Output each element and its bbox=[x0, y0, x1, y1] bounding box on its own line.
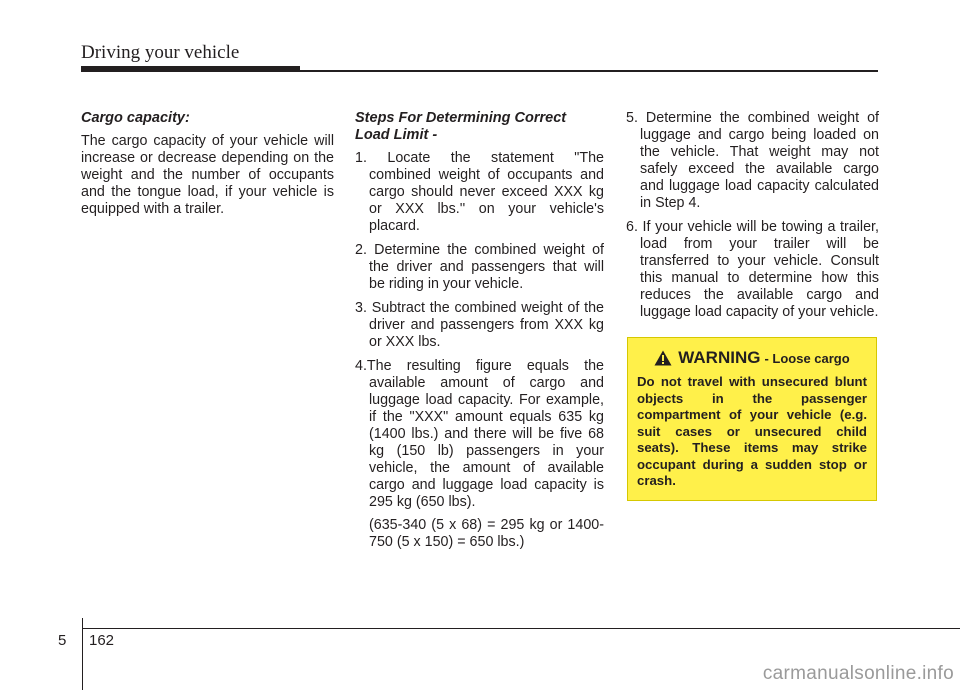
page-header-title: Driving your vehicle bbox=[81, 42, 240, 63]
cargo-paragraph: The cargo capacity of your vehicle will increase or decrease depending on the weight and the number of occupants and the tongue load, if your vehicle is equipped with a trailer. bbox=[81, 133, 334, 217]
step-item-3: 3. Subtract the combined weight of the driver and passengers from XXX kg or XXX lbs. bbox=[355, 300, 604, 350]
cargo-heading: Cargo capacity: bbox=[81, 110, 190, 126]
step-item-6: 6. If your vehicle will be towing a trailer, load from your trailer will be transferred to your vehicle. Consult this manual to determine how this reduces the available cargo and luggage load capacity of your vehicle. bbox=[626, 219, 879, 320]
chapter-number: 5 bbox=[58, 632, 67, 649]
column-cargo bbox=[81, 110, 334, 218]
header-bar bbox=[81, 66, 300, 72]
watermark: carmanualsonline.info bbox=[762, 663, 954, 684]
footer-divider bbox=[82, 618, 83, 690]
step-item-1: 1. Locate the statement "The combined weight of occupants and cargo should never exceed XXX kg or XXX lbs.'' on your vehicle's placard. bbox=[355, 150, 604, 234]
warning-header bbox=[637, 348, 867, 368]
step-calculation: (635-340 (5 x 68) = 295 kg or 1400-750 (5 x 150) = 650 lbs.) bbox=[369, 517, 604, 550]
column-steps-continued bbox=[626, 110, 879, 328]
warning-subtitle: - Loose cargo bbox=[764, 350, 850, 366]
footer-rule bbox=[82, 628, 960, 629]
steps-heading bbox=[355, 110, 604, 144]
steps-heading-line1: Steps For Determining Correct bbox=[355, 110, 567, 126]
warning-body: Do not travel with unsecured blunt objects in the passenger compartment of your vehicle (e.g. suit cases or unsecured child seats). These items may strike occupant during a sudden stop or crash. bbox=[637, 374, 867, 488]
step-item-2: 2. Determine the combined weight of the driver and passengers that will be riding in your vehicle. bbox=[355, 242, 604, 292]
header-rule bbox=[300, 70, 878, 72]
warning-title: WARNING bbox=[678, 348, 761, 367]
steps-heading-line2: Load Limit - bbox=[355, 127, 438, 143]
page-number: 162 bbox=[89, 632, 115, 649]
step-item-5: 5. Determine the combined weight of luggage and cargo being loaded on the vehicle. That weight may not safely exceed the available cargo and luggage load capacity calculated in Step 4. bbox=[626, 110, 879, 211]
warning-triangle-icon bbox=[654, 350, 672, 366]
warning-box bbox=[627, 337, 877, 501]
column-steps bbox=[355, 110, 604, 551]
step-item-4: 4.The resulting figure equals the available amount of cargo and luggage load capacity. For example, if the "XXX" amount equals 635 kg (1400 lbs.) and there will be five 68 kg (150 lb) passengers in your vehicle, the amount of available cargo and luggage load capacity is 295 kg (650 lbs). bbox=[355, 358, 604, 510]
